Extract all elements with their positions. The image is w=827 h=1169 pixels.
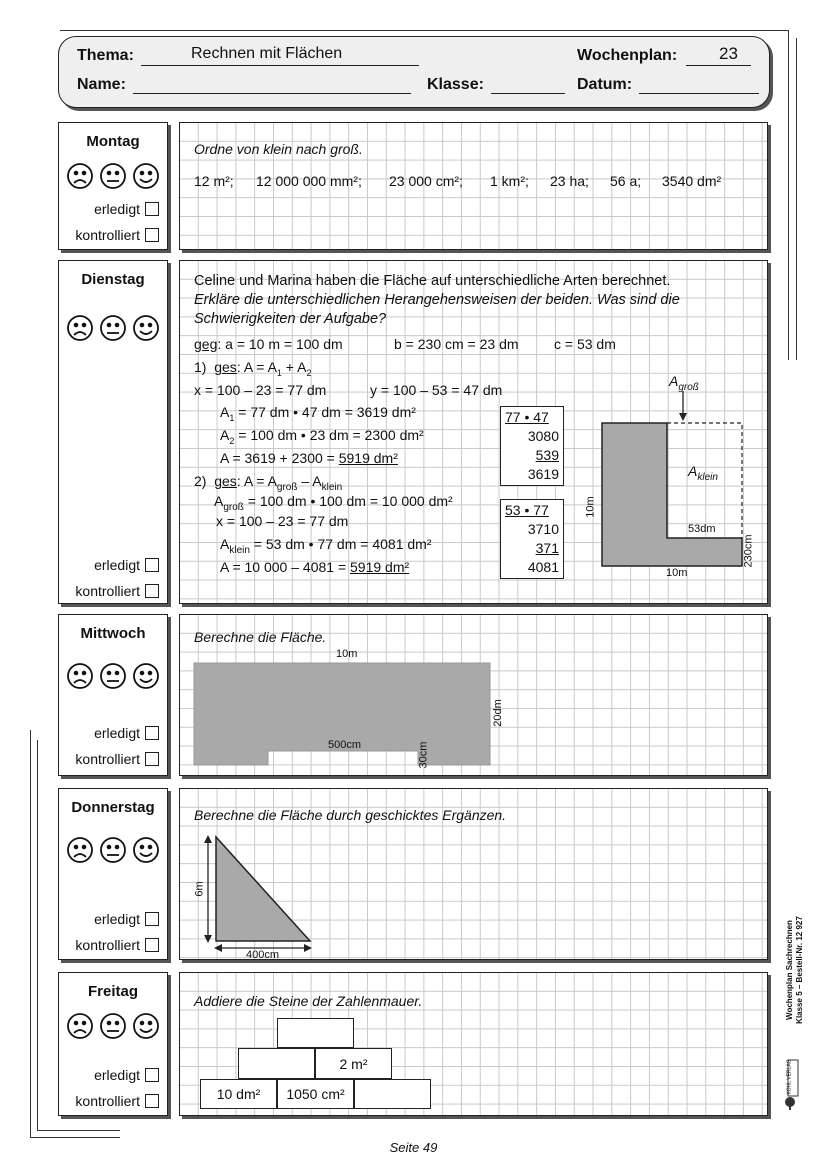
montag-item: 23 ha; xyxy=(550,173,589,189)
happy-face-icon xyxy=(134,164,158,188)
dienstag-label: Dienstag xyxy=(81,271,145,288)
montag-item: 56 a; xyxy=(610,173,642,189)
happy-face-icon xyxy=(134,838,158,862)
smiley-faces[interactable] xyxy=(66,313,160,343)
frame-line-right2 xyxy=(796,38,797,360)
frame-line-left xyxy=(30,730,31,1137)
donnerstag-day-box xyxy=(58,788,168,960)
dienstag-line3: Schwierigkeiten der Aufgabe? xyxy=(194,311,387,327)
name-label: Name: xyxy=(77,76,126,93)
erledigt-row xyxy=(94,1067,159,1083)
s2-ak: $A_{klein} = 53$ dm • 77 dm = 4081 dm² xyxy=(220,536,432,556)
erledigt-row xyxy=(94,201,159,217)
erledigt-row xyxy=(94,911,159,927)
erledigt-label: erledigt xyxy=(94,725,140,741)
publisher-logo xyxy=(780,1056,804,1112)
kontrolliert-checkbox[interactable] xyxy=(145,938,159,952)
side-line2: Klasse 5 – Bestell-Nr. 12 927 xyxy=(795,916,804,1024)
montag-day-box xyxy=(58,122,168,250)
s1-a: A = 3619 + 2300 = 5919 dm² xyxy=(220,450,398,466)
smiley-faces[interactable] xyxy=(66,1011,160,1041)
donnerstag-task-box xyxy=(179,788,768,960)
dienstag-day-box xyxy=(58,260,168,604)
calc-1-row: 77 • 47 xyxy=(505,409,549,425)
erledigt-label: erledigt xyxy=(94,201,140,217)
fig-10m-left: 10m xyxy=(584,496,597,518)
kontrolliert-checkbox[interactable] xyxy=(145,228,159,242)
s1-x: x = 100 – 23 = 77 dm xyxy=(194,382,327,398)
geg-c: c = 53 dm xyxy=(554,336,616,352)
sad-face-icon xyxy=(68,316,92,340)
smiley-faces[interactable] xyxy=(66,661,160,691)
neutral-face-icon xyxy=(101,164,125,188)
donnerstag-base: 400cm xyxy=(246,949,280,961)
erledigt-checkbox[interactable] xyxy=(145,1068,159,1082)
mittwoch-day-box xyxy=(58,614,168,776)
fig-230cm: 230cm xyxy=(742,534,755,568)
sad-face-icon xyxy=(68,164,92,188)
sad-face-icon xyxy=(68,838,92,862)
happy-face-icon xyxy=(134,1014,158,1038)
fig-a-gross: $A_{groß}$ xyxy=(669,373,699,393)
fig-53dm: 53dm xyxy=(688,523,716,535)
thema-label: Thema: xyxy=(77,47,134,64)
montag-item: 1 km²; xyxy=(490,173,529,189)
smiley-faces[interactable] xyxy=(66,161,160,191)
datum-line[interactable] xyxy=(639,93,759,94)
calc-box-2 xyxy=(500,499,564,579)
montag-label: Montag xyxy=(86,133,140,150)
s1-a1: $A_1 = 77$ dm • 47 dm = 3619 dm² xyxy=(220,404,416,423)
erledigt-label: erledigt xyxy=(94,557,140,573)
dienstag-line1: Celine und Marina haben die Fläche auf unterschiedliche Arten berechnet. xyxy=(194,273,671,289)
mood-faces xyxy=(59,835,167,870)
kontrolliert-label: kontrolliert xyxy=(75,937,140,953)
wall-brick-bottom-2 xyxy=(277,1079,354,1109)
kontrolliert-checkbox[interactable] xyxy=(145,1094,159,1108)
wall-brick-bottom-3[interactable] xyxy=(354,1079,431,1109)
side-info xyxy=(785,895,809,1045)
erledigt-label: erledigt xyxy=(94,1067,140,1083)
calc-2-row: 371 xyxy=(535,540,559,556)
kontrolliert-row xyxy=(75,937,159,953)
kontrolliert-label: kontrolliert xyxy=(75,227,140,243)
wall-brick-mid-left[interactable] xyxy=(238,1048,315,1079)
calc-2-row: 4081 xyxy=(527,559,559,575)
mittwoch-top: 10m xyxy=(336,648,358,660)
s1-y: y = 100 – 53 = 47 dm xyxy=(370,382,503,398)
erledigt-row xyxy=(94,725,159,741)
thema-value[interactable]: Rechnen mit Flächen xyxy=(191,45,343,62)
erledigt-checkbox[interactable] xyxy=(145,912,159,926)
dienstag-line2: Erkläre die unterschiedlichen Herangehensweisen der beiden. Was sind die xyxy=(194,292,680,308)
s2-a: A = 10 000 – 4081 = 5919 dm² xyxy=(220,559,410,575)
donnerstag-height: 6m xyxy=(193,881,206,897)
geg-b: b = 230 cm = 23 dm xyxy=(394,336,519,352)
montag-item: 12 000 000 mm²; xyxy=(256,173,362,189)
page-number: Seite 49 xyxy=(389,1140,438,1155)
frame-line-right xyxy=(788,30,789,360)
sad-face-icon xyxy=(68,1014,92,1038)
calc-1-row: 3619 xyxy=(527,466,559,482)
klasse-line[interactable] xyxy=(491,93,565,94)
freitag-instruction: Addiere die Steine der Zahlenmauer. xyxy=(194,993,423,1009)
montag-item: 3540 dm² xyxy=(662,173,722,189)
wall-brick-top[interactable] xyxy=(277,1018,354,1048)
header-box xyxy=(58,36,770,108)
erledigt-row xyxy=(94,557,159,573)
freitag-task-box xyxy=(179,972,768,1116)
freitag-label: Freitag xyxy=(87,983,138,1000)
frame-line-bottom xyxy=(30,1137,120,1138)
thema-line xyxy=(141,65,419,66)
kontrolliert-checkbox[interactable] xyxy=(145,752,159,766)
datum-label: Datum: xyxy=(577,76,633,93)
calc-2-row: 3710 xyxy=(527,521,559,537)
erledigt-checkbox[interactable] xyxy=(145,558,159,572)
triangle-figure xyxy=(200,829,320,955)
side-line1: Wochenplan Sachrechnen xyxy=(785,920,794,1020)
kontrolliert-row xyxy=(75,1093,159,1109)
wall-brick-mid-right xyxy=(315,1048,392,1079)
kontrolliert-checkbox[interactable] xyxy=(145,584,159,598)
calc-1-row: 3080 xyxy=(527,428,559,444)
neutral-face-icon xyxy=(101,664,125,688)
mittwoch-label: Mittwoch xyxy=(80,625,146,642)
wochenplan-label: Wochenplan: xyxy=(577,47,678,64)
publisher-name: KOHL VERLAG xyxy=(786,1059,793,1095)
smiley-faces[interactable] xyxy=(66,835,160,865)
montag-item: 12 m²; xyxy=(194,173,234,189)
mood-faces xyxy=(59,161,167,196)
erledigt-checkbox[interactable] xyxy=(145,202,159,216)
fig-a-klein: $A_{klein}$ xyxy=(688,463,718,483)
calc-2-row: 53 • 77 xyxy=(505,502,549,518)
fig-10m-bottom: 10m xyxy=(666,567,688,579)
geg-line: geg: a = 10 m = 100 dm xyxy=(194,336,343,352)
mittwoch-inner: 500cm xyxy=(328,739,362,751)
brick-value: 1050 cm² xyxy=(286,1086,345,1102)
donnerstag-instruction: Berechne die Fläche durch geschicktes Ergänzen. xyxy=(194,807,507,823)
freitag-day-box xyxy=(58,972,168,1116)
neutral-face-icon xyxy=(101,316,125,340)
l-shape-figure xyxy=(590,371,765,571)
frame-line-top xyxy=(60,30,788,31)
mittwoch-instruction: Berechne die Fläche. xyxy=(194,629,327,645)
mood-faces xyxy=(59,661,167,696)
donnerstag-label: Donnerstag xyxy=(71,799,155,816)
mittwoch-notch: 30cm xyxy=(417,741,430,769)
neutral-face-icon xyxy=(101,838,125,862)
sad-face-icon xyxy=(68,664,92,688)
montag-instruction: Ordne von klein nach groß. xyxy=(194,141,363,157)
dienstag-task-box xyxy=(179,260,768,604)
kontrolliert-row xyxy=(75,751,159,767)
wochenplan-value[interactable]: 23 xyxy=(719,44,738,63)
montag-item: 23 000 cm²; xyxy=(389,173,463,189)
happy-face-icon xyxy=(134,316,158,340)
erledigt-label: erledigt xyxy=(94,911,140,927)
kontrolliert-label: kontrolliert xyxy=(75,751,140,767)
s1-ges: 1) ges: $A = A_1 + A_2$ xyxy=(194,359,312,378)
s2-x: x = 100 – 23 = 77 dm xyxy=(216,513,349,529)
brick-value: 10 dm² xyxy=(216,1086,261,1102)
kontrolliert-label: kontrolliert xyxy=(75,1093,140,1109)
kontrolliert-label: kontrolliert xyxy=(75,583,140,599)
happy-face-icon xyxy=(134,664,158,688)
neutral-face-icon xyxy=(101,1014,125,1038)
mittwoch-right: 20dm xyxy=(491,699,504,727)
mood-faces xyxy=(59,313,167,348)
klasse-label: Klasse: xyxy=(427,76,484,93)
frame-line-left2 xyxy=(37,740,38,1130)
calc-box-1 xyxy=(500,406,564,486)
wochenplan-line xyxy=(686,65,751,66)
wall-brick-bottom-1 xyxy=(200,1079,277,1109)
s2-ag: $A_{groß} = 100$ dm • 100 dm = 10 000 dm² xyxy=(214,493,453,513)
frame-line-bottom2 xyxy=(37,1130,120,1131)
kontrolliert-row xyxy=(75,227,159,243)
calc-1-row: 539 xyxy=(535,447,559,463)
s2-ges: 2) ges: $A = A_{groß} - A_{klein}$ xyxy=(194,473,343,493)
mittwoch-task-box xyxy=(179,614,768,776)
name-line[interactable] xyxy=(133,93,411,94)
kontrolliert-row xyxy=(75,583,159,599)
s1-a2: $A_2 = 100$ dm • 23 dm = 2300 dm² xyxy=(220,427,424,446)
erledigt-checkbox[interactable] xyxy=(145,726,159,740)
montag-task-box xyxy=(179,122,768,250)
mood-faces xyxy=(59,1011,167,1046)
brick-value: 2 m² xyxy=(339,1055,368,1072)
